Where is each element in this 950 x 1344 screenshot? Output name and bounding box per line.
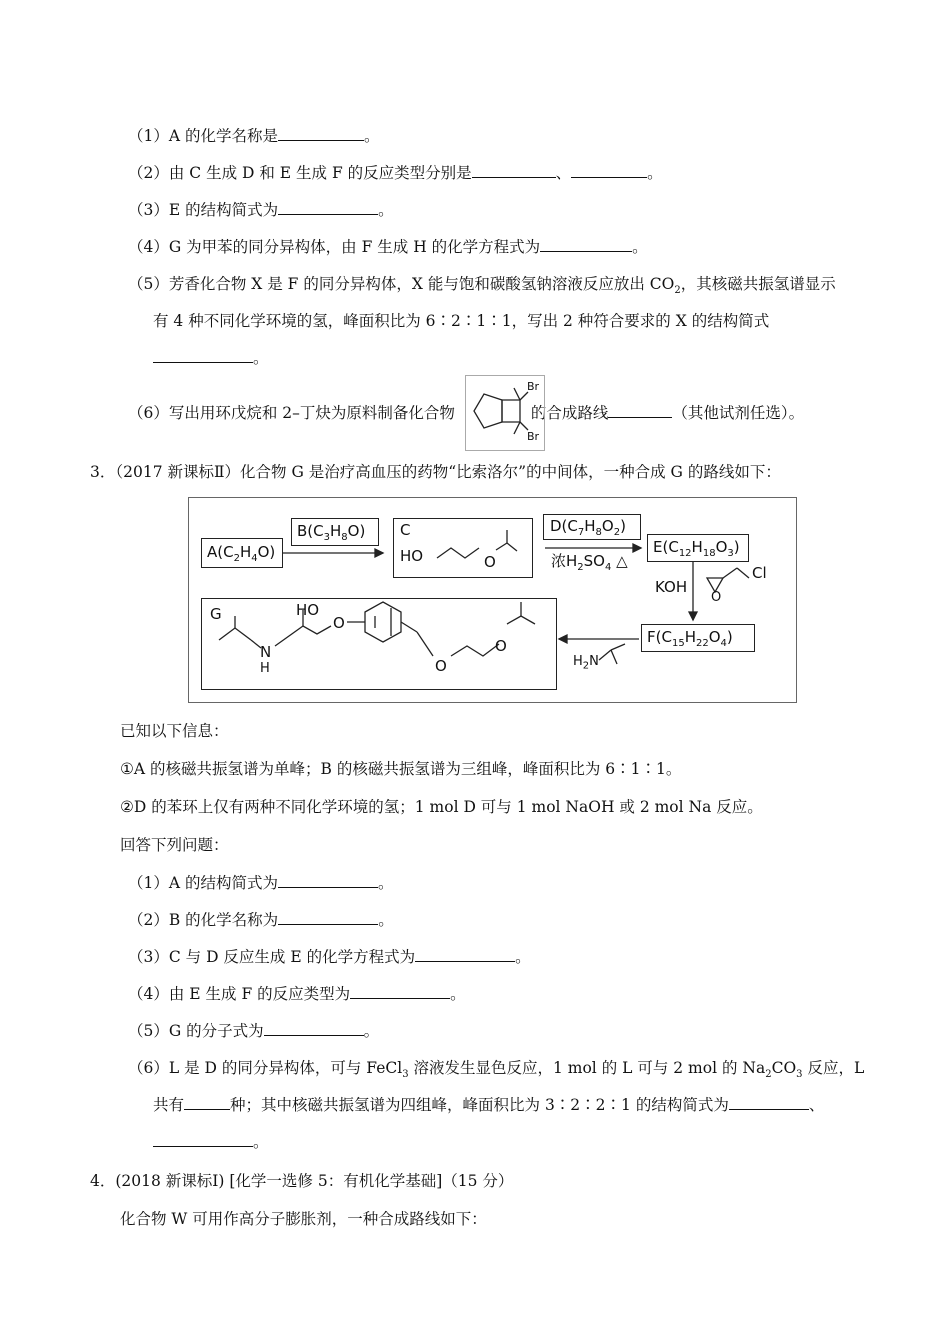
p3-q2: （2）B 的化学名称为 。 — [128, 911, 394, 929]
epoxide-o: O — [711, 590, 722, 605]
synthesis-scheme — [188, 497, 797, 703]
p3-q6-line2: 共有 种；其中核磁共振氢谱为四组峰，峰面积比为 3∶2∶2∶1 的结构简式为 、 — [153, 1096, 825, 1114]
p3-q4: （4）由 E 生成 F 的反应类型为 。 — [128, 985, 466, 1003]
prev-q6: （6）写出用环戊烷和 2–丁炔为原料制备化合物 的合成路线 （其他试剂任选）。 — [128, 404, 805, 422]
prev-q5-line2: 有 4 种不同化学环境的氢，峰面积比为 6∶2∶1∶1，写出 2 种符合要求的 X 的结构简式 — [153, 312, 770, 330]
prev-q5-line3: 。 — [153, 347, 269, 369]
problem4-intro: 化合物 W 可用作高分子膨胀剂，一种合成路线如下： — [120, 1210, 487, 1228]
amine-reagent: $H_2N$ — [573, 654, 599, 672]
p3-q3: （3）C 与 D 反应生成 E 的化学方程式为 。 — [128, 948, 531, 966]
compound-A: $A(C_2H_4O)$ — [201, 538, 283, 568]
p3-q1: （1）A 的结构简式为 。 — [128, 874, 394, 892]
p3-q6-line3: 。 — [153, 1131, 269, 1153]
p3-q6-line1: （6）L 是 D 的同分异构体，可与 FeCl$_3$ 溶液发生显色反应，1 mol 的 L 可与 2 mol 的 $Na_2CO_3$ 反应，L — [128, 1059, 865, 1081]
prev-q1: （1）A 的化学名称是 。 — [128, 127, 380, 145]
known-info-1: ①A 的核磁共振氢谱为单峰；B 的核磁共振氢谱为三组峰，峰面积比为 6∶1∶1。 — [120, 760, 682, 778]
br-label-top: Br — [527, 380, 540, 393]
p3-q5: （5）G 的分子式为 。 — [128, 1022, 380, 1040]
condition-h2so4: 浓$H_2SO_4$ △ — [551, 552, 628, 573]
bicyclic-dibromide-structure — [465, 375, 545, 451]
chloride-label: Cl — [752, 564, 767, 582]
prev-q4: （4）G 为甲苯的同分异构体，由 F 生成 H 的化学方程式为 。 — [128, 238, 648, 256]
prev-q3: （3）E 的结构简式为 。 — [128, 201, 394, 219]
problem3-title: 3．（2017 新课标Ⅱ）化合物 G 是治疗高血压的药物“比索洛尔”的中间体，一种合成 G 的路线如下： — [90, 463, 781, 481]
compound-F: $F(C_{15}H_{22}O_4)$ — [641, 624, 755, 652]
prev-q2: （2）由 C 生成 D 和 E 生成 F 的反应类型分别是 、 。 — [128, 164, 663, 182]
compound-E: $E(C_{12}H_{18}O_3)$ — [647, 534, 749, 562]
compound-C: C HO O — [393, 518, 533, 578]
problem4-title: 4．(2018 新课标Ⅰ) [化学一选修 5：有机化学基础]（15 分） — [90, 1172, 514, 1190]
known-info-heading: 已知以下信息： — [120, 722, 229, 740]
reagent-D: $D(C_7H_8O_2)$ — [543, 514, 641, 540]
reagent-B: $B(C_3H_8O)$ — [291, 518, 379, 546]
compound-G: G HO N H O O O — [201, 598, 557, 690]
known-info-2: ②D 的苯环上仅有两种不同化学环境的氢；1 mol D 可与 1 mol NaOH 或 2 mol Na 反应。 — [120, 798, 763, 816]
reagent-koh: KOH — [655, 578, 688, 596]
answer-heading: 回答下列问题： — [120, 836, 229, 854]
br-label-bottom: Br — [527, 430, 540, 443]
prev-q5-line1: （5）芳香化合物 X 是 F 的同分异构体，X 能与饱和碳酸氢钠溶液反应放出 $CO_2$，其核磁共振氢谱显示 — [128, 275, 836, 297]
